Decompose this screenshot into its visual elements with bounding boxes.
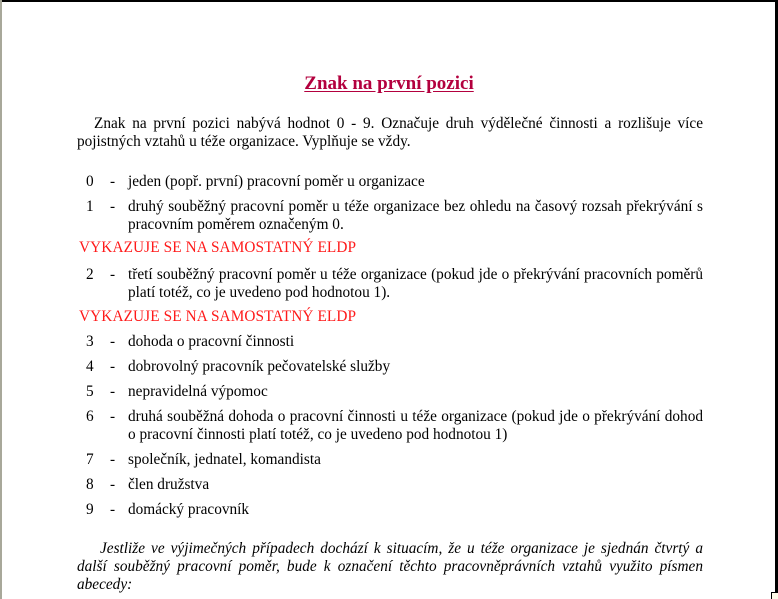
intro-paragraph: Znak na první pozici nabývá hodnot 0 - 9. Označuje druh výdělečné činnosti a rozlišuje více pojistných vztahů u téže organizace. Vyplňuje se vždy. bbox=[77, 115, 703, 150]
item-dash: - bbox=[110, 476, 116, 493]
item-code: 2 bbox=[86, 266, 94, 283]
red-note-separate-eldp-2: VYKAZUJE SE NA SAMOSTATNÝ ELDP bbox=[79, 308, 357, 325]
item-code: 0 bbox=[86, 173, 94, 190]
item-code: 8 bbox=[86, 476, 94, 493]
item-text: dohoda o pracovní činnosti bbox=[128, 333, 295, 350]
item-code: 9 bbox=[86, 501, 94, 518]
item-code: 4 bbox=[86, 358, 94, 375]
item-dash: - bbox=[110, 358, 116, 375]
page-title: Znak na první pozici bbox=[304, 73, 474, 94]
item-code: 1 bbox=[86, 198, 94, 215]
item-code: 5 bbox=[86, 383, 94, 400]
list-item-7 bbox=[86, 451, 703, 469]
item-code: 3 bbox=[86, 333, 94, 350]
item-dash: - bbox=[110, 266, 116, 283]
page-top-border bbox=[2, 0, 775, 2]
item-dash: - bbox=[110, 333, 116, 350]
list-item-2 bbox=[86, 266, 703, 302]
item-dash: - bbox=[110, 173, 116, 190]
list-item-6 bbox=[86, 408, 703, 444]
list-item-0 bbox=[86, 173, 703, 191]
item-dash: - bbox=[110, 501, 116, 518]
list-item-8 bbox=[86, 476, 703, 494]
item-text: druhá souběžná dohoda o pracovní činnosti u téže organizace (pokud jde o překrývání dohod o pracovní činnosti platí totéž, co je uvedeno pod hodnotou 1) bbox=[128, 408, 703, 443]
item-text: dobrovolný pracovník pečovatelské služby bbox=[128, 358, 391, 375]
item-dash: - bbox=[110, 198, 116, 215]
item-text: jeden (popř. první) pracovní poměr u organizace bbox=[128, 173, 425, 190]
item-text: domácký pracovník bbox=[128, 501, 250, 518]
item-dash: - bbox=[110, 383, 116, 400]
list-item-3 bbox=[86, 333, 703, 351]
item-text: třetí souběžný pracovní poměr u téže organizace (pokud jde o překrývání pracovních poměrů platí totéž, co je uvedeno pod hodnotou 1). bbox=[128, 266, 703, 301]
closing-paragraph: Jestliže ve výjimečných případech dochází k situacím, že u téže organizace je sjednán čtvrtý a další souběžný pracovní poměr, bude k označení těchto pracovněprávních vztahů využito písmen abecedy: bbox=[77, 540, 703, 593]
list-item-9 bbox=[86, 501, 703, 519]
red-note-separate-eldp-1: VYKAZUJE SE NA SAMOSTATNÝ ELDP bbox=[79, 239, 357, 256]
item-dash: - bbox=[110, 408, 116, 425]
item-dash: - bbox=[110, 451, 116, 468]
page-corner-marker bbox=[771, 592, 778, 599]
item-code: 6 bbox=[86, 408, 94, 425]
list-item-5 bbox=[86, 383, 703, 401]
item-text: společník, jednatel, komandista bbox=[128, 451, 321, 468]
list-item-1 bbox=[86, 198, 703, 234]
list-item-4 bbox=[86, 358, 703, 376]
item-text: druhý souběžný pracovní poměr u téže organizace bez ohledu na časový rozsah překrývání s pracovním poměrem označeným 0. bbox=[128, 198, 703, 233]
item-text: člen družstva bbox=[128, 476, 210, 493]
item-text: nepravidelná výpomoc bbox=[128, 383, 268, 400]
item-code: 7 bbox=[86, 451, 94, 468]
